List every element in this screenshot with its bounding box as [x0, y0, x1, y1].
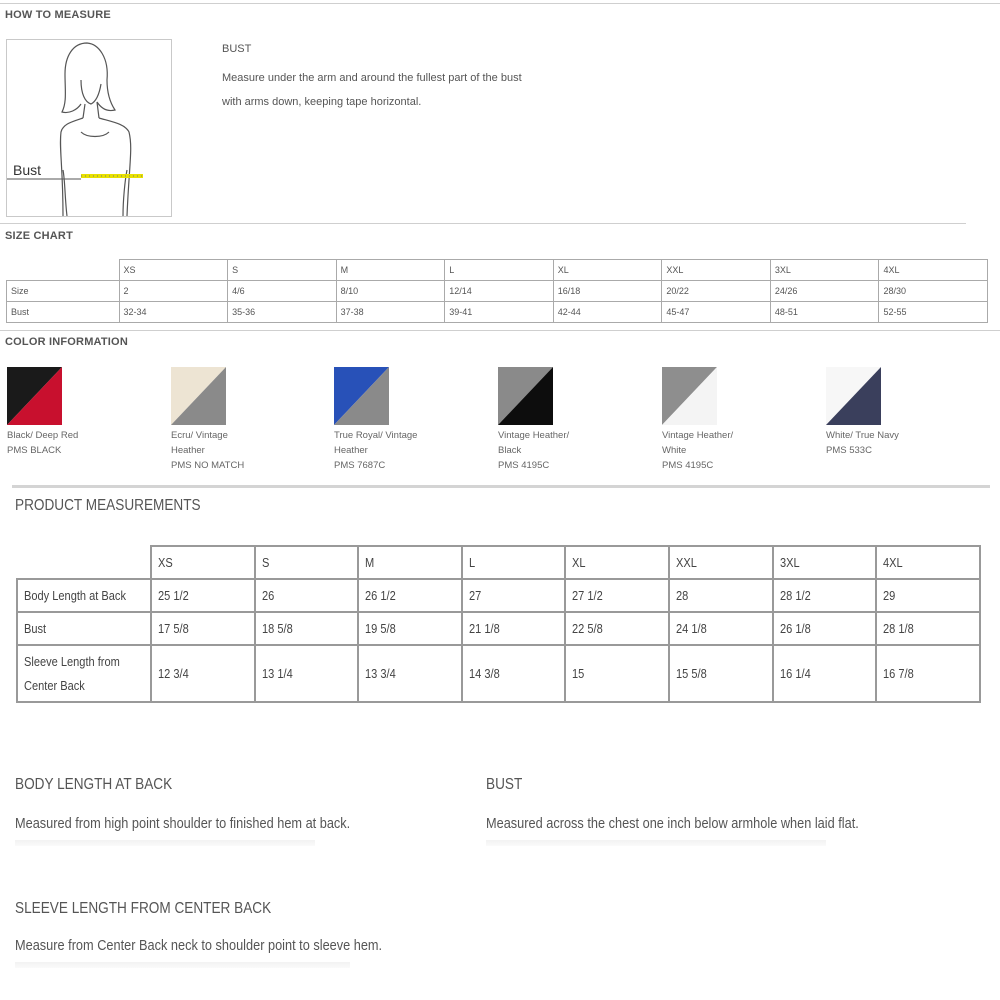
bust-def-text: Measured across the chest one inch below armhole when laid flat.	[486, 815, 859, 832]
pm-cell	[876, 612, 980, 645]
pm-cell	[565, 579, 669, 612]
pm-header-cell	[669, 546, 773, 579]
size-chart-header-cell: M	[336, 260, 445, 281]
swatch-name-line2: PMS BLACK	[7, 445, 62, 456]
pm-cell-text: 22 5/8	[572, 621, 604, 636]
size-chart-header-cell: XL	[553, 260, 662, 281]
color-swatch	[171, 367, 226, 425]
color-swatch-item	[826, 367, 966, 458]
swatch-name-line2: Heather	[171, 445, 205, 456]
pm-cell	[669, 579, 773, 612]
size-chart-row-label: Size	[7, 281, 120, 302]
pm-cell-text: 13 1/4	[261, 665, 293, 681]
bust-def-heading: BUST	[486, 776, 523, 793]
size-chart-title: SIZE CHART	[5, 230, 73, 242]
pm-row	[17, 579, 980, 612]
pm-cell-text: 15	[572, 665, 585, 681]
pm-header-text: 4XL	[883, 555, 904, 570]
pm-header-cell	[462, 546, 566, 579]
size-chart-row-label: Bust	[7, 302, 120, 323]
bust-instructions-line2: with arms down, keeping tape horizontal.	[222, 96, 422, 108]
swatch-name-line1: Black/ Deep Red	[7, 430, 79, 441]
color-swatch	[662, 367, 717, 425]
pm-cell	[565, 612, 669, 645]
pm-cell-text: 13 3/4	[365, 665, 396, 681]
size-chart-header-cell: 3XL	[770, 260, 879, 281]
pm-header-cell	[151, 546, 255, 579]
pm-cell-text: 19 5/8	[365, 621, 396, 636]
text-ghost	[15, 962, 350, 968]
color-swatch	[334, 367, 389, 425]
pm-header-cell	[565, 546, 669, 579]
pm-cell-text: 26	[261, 588, 274, 603]
size-chart-cell: 28/30	[879, 281, 988, 302]
pm-cell-text: 15 5/8	[676, 665, 707, 681]
color-swatch-label	[498, 428, 638, 473]
pm-cell	[876, 645, 980, 702]
swatch-name-line2: Black	[498, 445, 522, 456]
pm-cell-text: 29	[883, 588, 896, 603]
measure-figure	[6, 39, 172, 217]
size-chart-cell: 39-41	[445, 302, 554, 323]
size-chart-cell: 32-34	[119, 302, 228, 323]
swatch-name-line1: Vintage Heather/	[498, 430, 570, 441]
bust-instructions-line1: Measure under the arm and around the fullest part of the bust	[222, 72, 522, 84]
bust-figure-icon	[7, 40, 171, 216]
pm-cell	[773, 612, 877, 645]
pm-cell-text: 12 3/4	[157, 665, 189, 681]
pm-cell-text: 28 1/2	[779, 588, 811, 603]
pm-corner	[17, 546, 151, 579]
pm-header-text: 3XL	[779, 555, 800, 570]
color-info-divider	[0, 330, 1000, 331]
pm-row-label-text-line2: Center Back	[24, 677, 85, 693]
pm-cell	[462, 579, 566, 612]
product-measurements-table	[16, 545, 981, 703]
pm-row-label-text: Body Length at Back	[24, 588, 126, 603]
sleeve-length-heading: SLEEVE LENGTH FROM CENTER BACK	[15, 900, 272, 917]
size-chart-cell: 45-47	[662, 302, 771, 323]
pm-header-text: L	[468, 555, 476, 570]
color-info-title: COLOR INFORMATION	[5, 336, 128, 348]
pm-header-cell	[773, 546, 877, 579]
pm-cell	[255, 612, 359, 645]
size-chart-cell: 52-55	[879, 302, 988, 323]
pm-cell	[151, 612, 255, 645]
pm-header-text: XL	[572, 555, 587, 570]
size-chart-table	[6, 259, 988, 323]
pm-header-cell	[358, 546, 462, 579]
pm-row-label	[17, 645, 151, 702]
text-ghost	[486, 840, 826, 846]
pm-cell	[358, 645, 462, 702]
pm-cell	[773, 579, 877, 612]
bust-heading: BUST	[222, 43, 252, 55]
pm-header-text: XS	[157, 555, 173, 570]
color-swatch-label	[334, 428, 474, 473]
pm-cell-text: 18 5/8	[261, 621, 293, 636]
pm-cell-text: 25 1/2	[157, 588, 189, 603]
pm-cell-text: 14 3/8	[468, 665, 500, 681]
pm-cell-text: 16 1/4	[779, 665, 811, 681]
pm-cell	[255, 579, 359, 612]
product-measurements-title: PRODUCT MEASUREMENTS	[15, 497, 201, 514]
color-swatch-item	[498, 367, 638, 473]
color-swatch-label	[662, 428, 802, 473]
pm-header-cell	[876, 546, 980, 579]
pm-row-label-text: Bust	[24, 621, 47, 636]
pm-cell-text: 26 1/2	[365, 588, 396, 603]
bust-instructions	[222, 66, 582, 114]
text-ghost	[15, 840, 315, 846]
size-chart-cell: 24/26	[770, 281, 879, 302]
pm-header-text: M	[365, 555, 375, 570]
size-chart-header-cell: S	[228, 260, 337, 281]
size-chart-cell: 12/14	[445, 281, 554, 302]
pm-cell-text: 16 7/8	[883, 665, 915, 681]
pm-row	[17, 612, 980, 645]
pm-cell	[773, 645, 877, 702]
color-swatch	[498, 367, 553, 425]
pm-cell	[255, 645, 359, 702]
size-chart-header-cell: L	[445, 260, 554, 281]
swatch-name-line3: PMS NO MATCH	[171, 460, 245, 471]
top-divider	[0, 3, 1000, 4]
swatch-name-line2: White	[662, 445, 687, 456]
pm-row-label	[17, 612, 151, 645]
pm-cell	[462, 645, 566, 702]
body-length-heading: BODY LENGTH AT BACK	[15, 776, 173, 793]
pm-cell	[876, 579, 980, 612]
swatch-name-line2: PMS 533C	[826, 445, 872, 456]
color-swatch-item	[7, 367, 147, 458]
color-swatch-item	[334, 367, 474, 473]
color-swatch-label	[171, 428, 311, 473]
size-chart-header-row	[7, 260, 988, 281]
size-chart-cell: 42-44	[553, 302, 662, 323]
size-chart-header-cell: XXL	[662, 260, 771, 281]
pm-row-label-text: Sleeve Length from	[24, 653, 120, 669]
pm-cell-text: 17 5/8	[157, 621, 189, 636]
swatch-name-line3: PMS 4195C	[662, 460, 714, 471]
size-chart-cell: 2	[119, 281, 228, 302]
pm-row	[17, 645, 980, 702]
size-chart-header-cell: XS	[119, 260, 228, 281]
color-swatch-item	[662, 367, 802, 473]
pm-header-row	[17, 546, 980, 579]
size-chart-cell: 4/6	[228, 281, 337, 302]
swatch-name-line1: True Royal/ Vintage	[334, 430, 418, 441]
size-chart-row	[7, 281, 988, 302]
color-swatch-item	[171, 367, 311, 473]
pm-row-label	[17, 579, 151, 612]
color-swatch	[7, 367, 62, 425]
pm-cell-text: 21 1/8	[468, 621, 500, 636]
pm-cell-text: 27	[468, 588, 482, 603]
swatch-name-line1: White/ True Navy	[826, 430, 899, 441]
size-chart-header-cell: 4XL	[879, 260, 988, 281]
how-to-measure-title: HOW TO MEASURE	[5, 9, 111, 21]
pm-header-cell	[255, 546, 359, 579]
swatch-name-line1: Ecru/ Vintage	[171, 430, 228, 441]
swatch-name-line3: PMS 7687C	[334, 460, 386, 471]
size-chart-cell: 20/22	[662, 281, 771, 302]
size-chart-cell: 16/18	[553, 281, 662, 302]
pm-cell	[151, 579, 255, 612]
pm-header-text: S	[261, 555, 269, 570]
pm-cell	[669, 612, 773, 645]
sleeve-length-text: Measure from Center Back neck to shoulder point to sleeve hem.	[15, 937, 383, 954]
body-length-text: Measured from high point shoulder to finished hem at back.	[15, 815, 351, 832]
size-chart-divider	[0, 223, 966, 224]
pm-cell	[151, 645, 255, 702]
pm-cell	[358, 612, 462, 645]
pm-cell-text: 27 1/2	[572, 588, 604, 603]
swatch-name-line2: Heather	[334, 445, 368, 456]
pm-cell-text: 28 1/8	[883, 621, 915, 636]
swatch-name-line1: Vintage Heather/	[662, 430, 734, 441]
pm-cell-text: 26 1/8	[779, 621, 811, 636]
color-swatch-label	[7, 428, 147, 458]
color-swatch-label	[826, 428, 966, 458]
size-chart-corner	[7, 260, 120, 281]
pm-cell	[565, 645, 669, 702]
figure-bust-label: Bust	[13, 162, 42, 178]
pm-cell	[358, 579, 462, 612]
size-chart-cell: 8/10	[336, 281, 445, 302]
pm-cell	[669, 645, 773, 702]
color-swatch	[826, 367, 881, 425]
size-chart-cell: 48-51	[770, 302, 879, 323]
pm-header-text: XXL	[676, 555, 698, 570]
pm-cell-text: 28	[676, 588, 689, 603]
swatch-name-line3: PMS 4195C	[498, 460, 550, 471]
size-chart-cell: 37-38	[336, 302, 445, 323]
pm-cell-text: 24 1/8	[676, 621, 707, 636]
size-chart-row	[7, 302, 988, 323]
product-measurements-divider	[12, 485, 990, 488]
size-chart-cell: 35-36	[228, 302, 337, 323]
pm-cell	[462, 612, 566, 645]
